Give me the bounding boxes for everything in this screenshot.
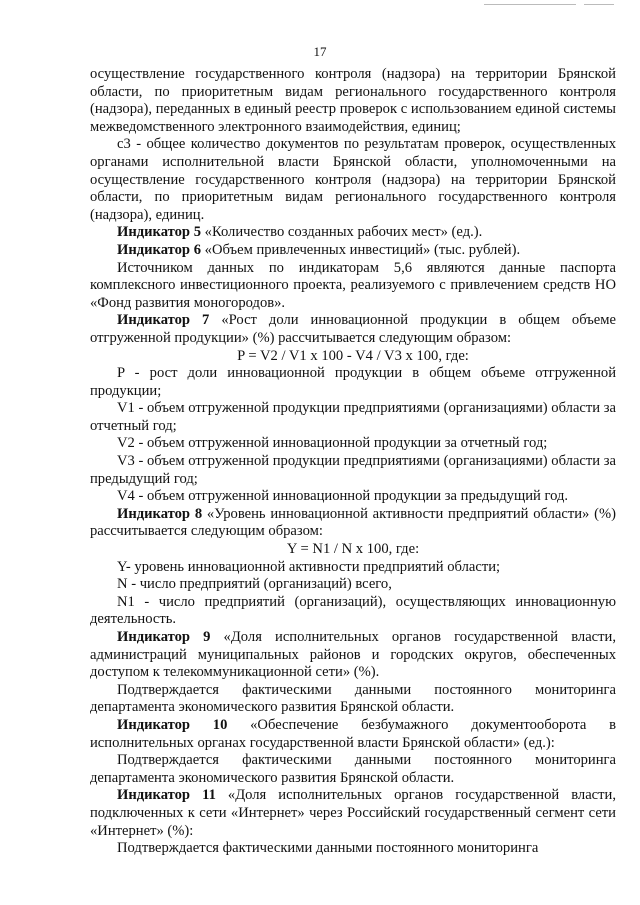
- paragraph: V1 - объем отгруженной продукции предприятиями (организациями) области за отчетный год;: [90, 400, 616, 434]
- paragraph: Источником данных по индикаторам 5,6 являются данные паспорта комплексного инвестиционного проекта, реализуемого с привлечением средств НО «Фонд развития моногородов».: [90, 259, 616, 311]
- indicator-paragraph: Индикатор 6 «Объем привлеченных инвестиций» (тыс. рублей).: [117, 241, 521, 258]
- indicator-paragraph: Индикатор 8 «Уровень инновационной активности предприятий области» (%) рассчитывается следующим образом:: [90, 505, 616, 540]
- paragraph: P - рост доли инновационной продукции в общем объеме отгруженной продукции;: [90, 365, 616, 399]
- indicator-paragraph: Индикатор 9 «Доля исполнительных органов государственной власти, администраций муниципальных районов и городских округов, обеспеченных доступом к телекоммуникационной сети» (%).: [90, 629, 616, 681]
- indicator-label: Индикатор 5: [117, 224, 201, 241]
- indicator-paragraph: Индикатор 11 «Доля исполнительных органов государственной власти, подключенных к сети «Интернет» через Российский государственный сегмент сети «Интернет» (%):: [90, 787, 617, 839]
- formula: Y = N1 / N x 100, где:: [286, 541, 420, 558]
- paragraph: Подтверждается фактическими данными постоянного мониторинга: [117, 840, 539, 857]
- document-body: [90, 66, 616, 858]
- indicator-label: Индикатор 10: [117, 716, 228, 733]
- paragraph: Подтверждается фактическими данными постоянного мониторинга департамента экономического развития Брянской области.: [90, 681, 616, 716]
- indicator-paragraph: Индикатор 10 «Обеспечение безбумажного документооборота в исполнительных органах государственной власти Брянской области» (ед.):: [90, 716, 616, 751]
- paragraph: Y- уровень инновационной активности предприятий области;: [117, 558, 501, 575]
- indicator-paragraph: Индикатор 5 «Количество созданных рабочих мест» (ед.).: [117, 224, 483, 241]
- indicator-label: Индикатор 11: [117, 787, 216, 804]
- paragraph: V4 - объем отгруженной инновационной продукции за предыдущий год.: [117, 488, 569, 505]
- page-number: 17: [313, 44, 327, 59]
- indicator-label: Индикатор 7: [117, 312, 210, 329]
- paragraph: V2 - объем отгруженной инновационной продукции за отчетный год;: [117, 435, 548, 452]
- paragraph: с3 - общее количество документов по результатам проверок, осуществленных органами исполнительной власти Брянской области, уполномоченными на осуществление государственного контроля (надзора) на территории Брянской области, по приоритетным видам регионального государственного контроля (надзора), единиц.: [90, 136, 616, 223]
- paragraph: N - число предприятий (организаций) всего,: [117, 576, 392, 593]
- indicator-label: Индикатор 8: [117, 505, 203, 522]
- scan-mark: [584, 4, 614, 5]
- paragraph: осуществление государственного контроля (надзора) на территории Брянской области, по приоритетным видам регионального государственного контроля (надзора), переданных в единый реестр проверок с использованием единой системы межведомственного электронного взаимодействия, единиц;: [90, 66, 616, 135]
- scan-mark: [484, 4, 576, 5]
- paragraph: Подтверждается фактическими данными постоянного мониторинга департамента экономического развития Брянской области.: [90, 752, 616, 786]
- paragraph: N1 - число предприятий (организаций), осуществляющих инновационную деятельность.: [90, 593, 616, 628]
- indicator-label: Индикатор 9: [117, 629, 211, 645]
- formula: P = V2 / V1 x 100 - V4 / V3 x 100, где:: [237, 347, 469, 364]
- paragraph: V3 - объем отгруженной продукции предприятиями (организациями) области за предыдущий год;: [90, 453, 616, 487]
- indicator-label: Индикатор 6: [117, 241, 201, 258]
- indicator-paragraph: Индикатор 7 «Рост доли инновационной продукции в общем объеме отгруженной продукции» (%) рассчитывается следующим образом:: [90, 312, 617, 346]
